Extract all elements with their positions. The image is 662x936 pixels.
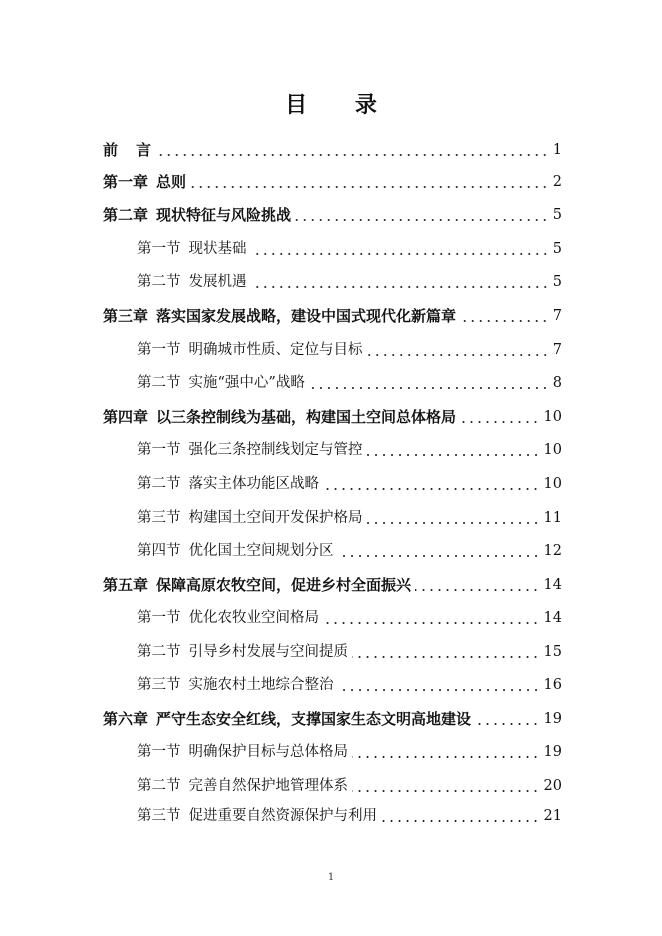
page-number: 1 (327, 872, 335, 883)
toc-page-number: 15 (543, 644, 562, 660)
toc-page-number: 21 (543, 808, 562, 824)
toc-entry-section[interactable] (137, 804, 562, 828)
dot-leader (352, 655, 540, 659)
dot-leader (251, 252, 549, 256)
toc-entry-section[interactable] (137, 270, 562, 294)
toc-entry-label: 第一节 优化农牧业空间格局 (137, 610, 319, 626)
toc-entry-label: 第三章 落实国家发展战略，建设中国式现代化新篇章 (103, 307, 457, 325)
toc-page-number: 1 (552, 142, 562, 158)
toc-page-number: 11 (543, 510, 562, 526)
dot-leader (295, 218, 549, 222)
toc-entry-label: 第一章 总则 (103, 173, 187, 191)
toc-entry-preface[interactable] (103, 138, 562, 162)
dot-leader (309, 386, 549, 390)
toc-page-number: 7 (552, 342, 562, 358)
toc-page-number: 2 (552, 174, 562, 190)
toc-page-number: 10 (543, 409, 562, 425)
toc-page-number: 19 (543, 744, 562, 760)
toc-entry-section[interactable] (137, 438, 562, 462)
toc-entry-label: 第二章 现状特征与风险挑战 (103, 206, 292, 224)
toc-entry-label: 第二节 落实主体功能区战略 (137, 476, 319, 492)
dot-leader (475, 722, 540, 726)
dot-leader (381, 819, 540, 823)
dot-leader (415, 588, 540, 592)
dot-leader (352, 755, 540, 759)
toc-entry-label: 第一节 明确保护目标与总体格局 (137, 744, 348, 760)
toc-entry-chapter[interactable] (103, 170, 562, 194)
dot-leader (367, 521, 540, 525)
toc-entry-chapter[interactable] (103, 203, 562, 227)
toc-entry-label: 第三节 实施农村土地综合整治 (137, 677, 334, 693)
toc-entry-label: 第一节 强化三条控制线划定与管控 (137, 442, 363, 458)
toc-entry-label: 第三节 促进重要自然资源保护与利用 (137, 808, 377, 824)
toc-entry-section[interactable] (137, 640, 562, 664)
dot-leader (190, 185, 549, 189)
toc-entry-section[interactable] (137, 371, 562, 395)
dot-leader (251, 285, 549, 289)
toc-entry-label: 第一节 现状基础 (137, 241, 247, 257)
dot-leader (338, 554, 540, 558)
dot-leader (460, 319, 549, 323)
toc-page-number: 14 (543, 610, 562, 626)
dot-leader (367, 453, 540, 457)
toc-entry-label: 第五章 保障高原农牧空间，促进乡村全面振兴 (103, 576, 412, 594)
toc-entry-chapter[interactable] (103, 304, 562, 328)
page-title: 目 录 (285, 92, 397, 118)
toc-page-number: 10 (543, 442, 562, 458)
toc-entry-label: 第一节 明确城市性质、定位与目标 (137, 342, 363, 358)
toc-page-number: 16 (543, 677, 562, 693)
toc-page-number: 8 (552, 375, 562, 391)
toc-entry-label: 第二节 实施“强中心”战略 (137, 375, 305, 391)
toc-entry-section[interactable] (137, 506, 562, 530)
toc-entry-section[interactable] (137, 673, 562, 697)
toc-entry-label: 前 言 (103, 141, 152, 159)
toc-entry-label: 第二节 完善自然保护地管理体系 (137, 778, 348, 794)
toc-entry-label: 第二节 引导乡村发展与空间提质 (137, 644, 348, 660)
dot-leader (367, 353, 549, 357)
toc-entry-section[interactable] (137, 338, 562, 362)
toc-page-number: 5 (552, 207, 562, 223)
toc-entry-label: 第二节 发展机遇 (137, 274, 247, 290)
dot-leader (155, 153, 549, 157)
dot-leader (338, 688, 540, 692)
toc-entry-section[interactable] (137, 774, 562, 798)
toc-entry-chapter[interactable] (103, 707, 562, 731)
toc-entry-label: 第四节 优化国土空间规划分区 (137, 543, 334, 559)
toc-entry-label: 第三节 构建国土空间开发保护格局 (137, 510, 363, 526)
toc-page-number: 10 (543, 476, 562, 492)
toc-page-number: 5 (552, 241, 562, 257)
dot-leader (323, 487, 540, 491)
toc-page-number: 14 (543, 577, 562, 593)
toc-entry-chapter[interactable] (103, 573, 562, 597)
toc-page-number: 20 (543, 778, 562, 794)
dot-leader (323, 621, 540, 625)
toc-entry-section[interactable] (137, 539, 562, 563)
toc-entry-section[interactable] (137, 472, 562, 496)
toc-page-number: 19 (543, 711, 562, 727)
toc-page-number: 5 (552, 274, 562, 290)
toc-entry-chapter[interactable] (103, 405, 562, 429)
dot-leader (460, 420, 540, 424)
toc-page-number: 7 (552, 308, 562, 324)
toc-entry-section[interactable] (137, 606, 562, 630)
toc-page-number: 12 (543, 543, 562, 559)
toc-entry-label: 第四章 以三条控制线为基础，构建国土空间总体格局 (103, 408, 457, 426)
toc-entry-label: 第六章 严守生态安全红线，支撑国家生态文明高地建设 (103, 710, 472, 728)
toc-entry-section[interactable] (137, 740, 562, 764)
dot-leader (352, 789, 540, 793)
toc-entry-section[interactable] (137, 237, 562, 261)
